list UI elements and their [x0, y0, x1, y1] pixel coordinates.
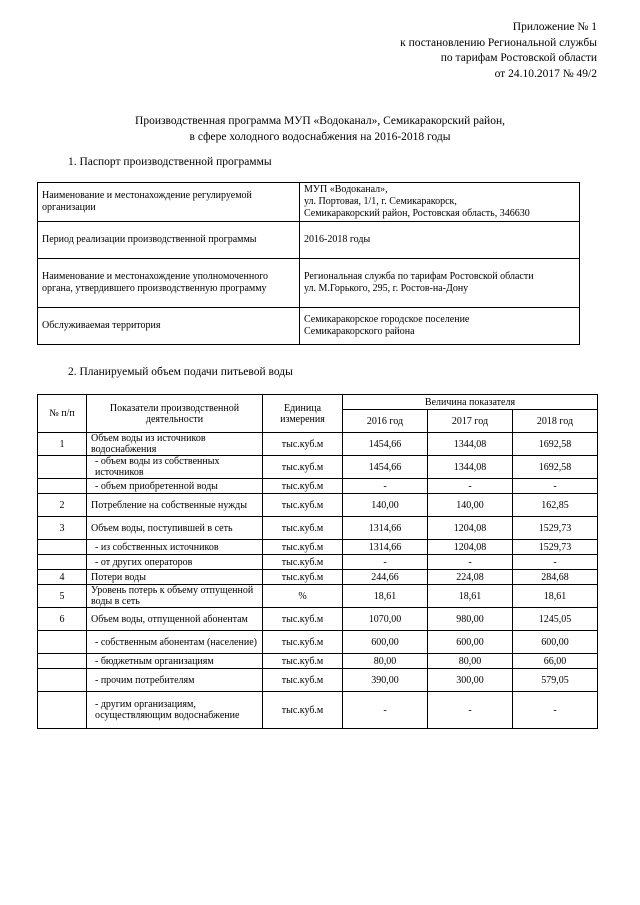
- table-row: [38, 456, 598, 479]
- row-value-2018: 1529,73: [513, 540, 598, 555]
- table-row: [38, 608, 598, 631]
- row-unit: тыс.куб.м: [263, 654, 343, 669]
- row-value-2017: -: [428, 479, 513, 494]
- row-value-2017: 300,00: [428, 669, 513, 692]
- header-num: № п/п: [38, 395, 87, 433]
- table-row: [38, 555, 598, 570]
- table-row: [38, 433, 598, 456]
- row-value-2017: 1344,08: [428, 456, 513, 479]
- row-indicator: - объем приобретенной воды: [87, 479, 263, 494]
- row-value-2017: 224,08: [428, 570, 513, 585]
- row-value-2017: -: [428, 692, 513, 729]
- section2-heading: 2. Планируемый объем подачи питьевой воды: [68, 366, 293, 378]
- row-value-2018: 162,85: [513, 494, 598, 517]
- row-value-2017: 1344,08: [428, 433, 513, 456]
- table-row: [38, 540, 598, 555]
- table-row: [38, 631, 598, 654]
- row-num: 3: [38, 517, 87, 540]
- row-value-2018: 18,61: [513, 585, 598, 608]
- row-value-2016: 1314,66: [343, 517, 428, 540]
- row-num: 1: [38, 433, 87, 456]
- row-value-2018: 600,00: [513, 631, 598, 654]
- row-num: 6: [38, 608, 87, 631]
- passport-value: [300, 183, 580, 222]
- row-value-2018: 284,68: [513, 570, 598, 585]
- table-row: [38, 222, 580, 259]
- row-unit: тыс.куб.м: [263, 517, 343, 540]
- row-unit: %: [263, 585, 343, 608]
- row-num: 4: [38, 570, 87, 585]
- row-value-2016: 1070,00: [343, 608, 428, 631]
- row-indicator: Уровень потерь к объему отпущенной воды в сеть: [87, 585, 263, 608]
- row-value-2018: -: [513, 555, 598, 570]
- row-unit: тыс.куб.м: [263, 456, 343, 479]
- row-indicator: Объем воды из источников водоснабжения: [87, 433, 263, 456]
- title-line: в сфере холодного водоснабжения на 2016-2018 годы: [189, 130, 451, 143]
- table-row: [38, 517, 598, 540]
- value-line: ул. Портовая, 1/1, г. Семикаракорск,: [304, 196, 457, 207]
- row-num: [38, 540, 87, 555]
- row-value-2016: -: [343, 555, 428, 570]
- row-indicator: - объем воды из собственных источников: [87, 456, 263, 479]
- table-row: [38, 570, 598, 585]
- row-num: [38, 555, 87, 570]
- row-unit: тыс.куб.м: [263, 433, 343, 456]
- appendix-line: Приложение № 1: [512, 21, 597, 33]
- value-line: Региональная служба по тарифам Ростовской области: [304, 271, 534, 282]
- row-num: [38, 479, 87, 494]
- row-value-2018: 1692,58: [513, 456, 598, 479]
- row-num: [38, 669, 87, 692]
- table-row: [38, 692, 598, 729]
- row-value-2017: 1204,08: [428, 517, 513, 540]
- value-line: 2016-2018 годы: [304, 234, 371, 245]
- value-line: Семикаракорский район, Ростовская область, 346630: [304, 208, 530, 219]
- row-value-2016: 244,66: [343, 570, 428, 585]
- table-row: [38, 183, 580, 222]
- header-2018: 2018 год: [513, 410, 598, 433]
- row-unit: тыс.куб.м: [263, 540, 343, 555]
- header-value: Величина показателя: [343, 395, 598, 410]
- row-value-2018: 1692,58: [513, 433, 598, 456]
- row-value-2018: 1245,05: [513, 608, 598, 631]
- row-value-2016: 1454,66: [343, 456, 428, 479]
- passport-label: Наименование и местонахождение уполномоченного органа, утвердившего производственную программу: [38, 259, 300, 308]
- row-unit: тыс.куб.м: [263, 669, 343, 692]
- row-value-2017: 80,00: [428, 654, 513, 669]
- row-value-2017: 600,00: [428, 631, 513, 654]
- row-indicator: Потери воды: [87, 570, 263, 585]
- appendix-block: [400, 20, 597, 82]
- row-value-2016: 80,00: [343, 654, 428, 669]
- row-indicator: - другим организациям, осуществляющим водоснабжение: [87, 692, 263, 729]
- row-indicator: - из собственных источников: [87, 540, 263, 555]
- row-value-2018: 1529,73: [513, 517, 598, 540]
- row-value-2016: 1314,66: [343, 540, 428, 555]
- header-indicator: Показатели производственной деятельности: [87, 395, 263, 433]
- table-row: [38, 259, 580, 308]
- row-value-2016: 600,00: [343, 631, 428, 654]
- row-value-2016: -: [343, 692, 428, 729]
- row-value-2018: -: [513, 692, 598, 729]
- row-indicator: - собственным абонентам (население): [87, 631, 263, 654]
- row-value-2016: 18,61: [343, 585, 428, 608]
- table-row: [38, 669, 598, 692]
- volume-body: [38, 433, 598, 729]
- row-num: [38, 692, 87, 729]
- value-line: Семикаракорское городское поселение: [304, 314, 470, 325]
- row-indicator: Объем воды, поступившей в сеть: [87, 517, 263, 540]
- row-value-2018: 579,05: [513, 669, 598, 692]
- value-line: Семикаракорского района: [304, 326, 415, 337]
- row-indicator: - от других операторов: [87, 555, 263, 570]
- passport-label: Период реализации производственной программы: [38, 222, 300, 259]
- row-indicator: - прочим потребителям: [87, 669, 263, 692]
- section1-heading: 1. Паспорт производственной программы: [68, 156, 272, 168]
- header-unit: Единица измерения: [263, 395, 343, 433]
- row-value-2017: 1204,08: [428, 540, 513, 555]
- row-value-2018: 66,00: [513, 654, 598, 669]
- row-indicator: Объем воды, отпущенной абонентам: [87, 608, 263, 631]
- passport-table: [37, 182, 580, 345]
- table-row: [38, 585, 598, 608]
- passport-label: Обслуживаемая территория: [38, 308, 300, 345]
- passport-value: [300, 308, 580, 345]
- header-2016: 2016 год: [343, 410, 428, 433]
- row-value-2016: 1454,66: [343, 433, 428, 456]
- table-row: [38, 494, 598, 517]
- table-row: [38, 654, 598, 669]
- value-line: МУП «Водоканал»,: [304, 184, 388, 195]
- row-num: [38, 654, 87, 669]
- row-unit: тыс.куб.м: [263, 608, 343, 631]
- row-num: [38, 631, 87, 654]
- document-title: [0, 114, 640, 145]
- row-indicator: Потребление на собственные нужды: [87, 494, 263, 517]
- header-2017: 2017 год: [428, 410, 513, 433]
- title-line: Производственная программа МУП «Водоканал», Семикаракорский район,: [135, 115, 505, 127]
- row-unit: тыс.куб.м: [263, 555, 343, 570]
- appendix-line: от 24.10.2017 № 49/2: [494, 67, 597, 80]
- row-indicator: - бюджетным организациям: [87, 654, 263, 669]
- passport-value: [300, 222, 580, 259]
- row-num: [38, 456, 87, 479]
- row-num: 5: [38, 585, 87, 608]
- value-line: ул. М.Горького, 295, г. Ростов-на-Дону: [304, 283, 469, 294]
- appendix-line: по тарифам Ростовской области: [440, 52, 597, 64]
- row-value-2017: 140,00: [428, 494, 513, 517]
- row-value-2018: -: [513, 479, 598, 494]
- passport-label: Наименование и местонахождение регулируемой организации: [38, 183, 300, 222]
- row-unit: тыс.куб.м: [263, 479, 343, 494]
- row-value-2016: 390,00: [343, 669, 428, 692]
- table-row: [38, 479, 598, 494]
- row-value-2016: -: [343, 479, 428, 494]
- table-row: [38, 308, 580, 345]
- row-unit: тыс.куб.м: [263, 631, 343, 654]
- appendix-line: к постановлению Региональной службы: [400, 36, 597, 49]
- row-value-2016: 140,00: [343, 494, 428, 517]
- row-unit: тыс.куб.м: [263, 494, 343, 517]
- row-unit: тыс.куб.м: [263, 570, 343, 585]
- row-value-2017: 980,00: [428, 608, 513, 631]
- row-unit: тыс.куб.м: [263, 692, 343, 729]
- volume-table: [37, 394, 598, 729]
- row-value-2017: -: [428, 555, 513, 570]
- row-num: 2: [38, 494, 87, 517]
- passport-value: [300, 259, 580, 308]
- header-row: [38, 395, 598, 410]
- row-value-2017: 18,61: [428, 585, 513, 608]
